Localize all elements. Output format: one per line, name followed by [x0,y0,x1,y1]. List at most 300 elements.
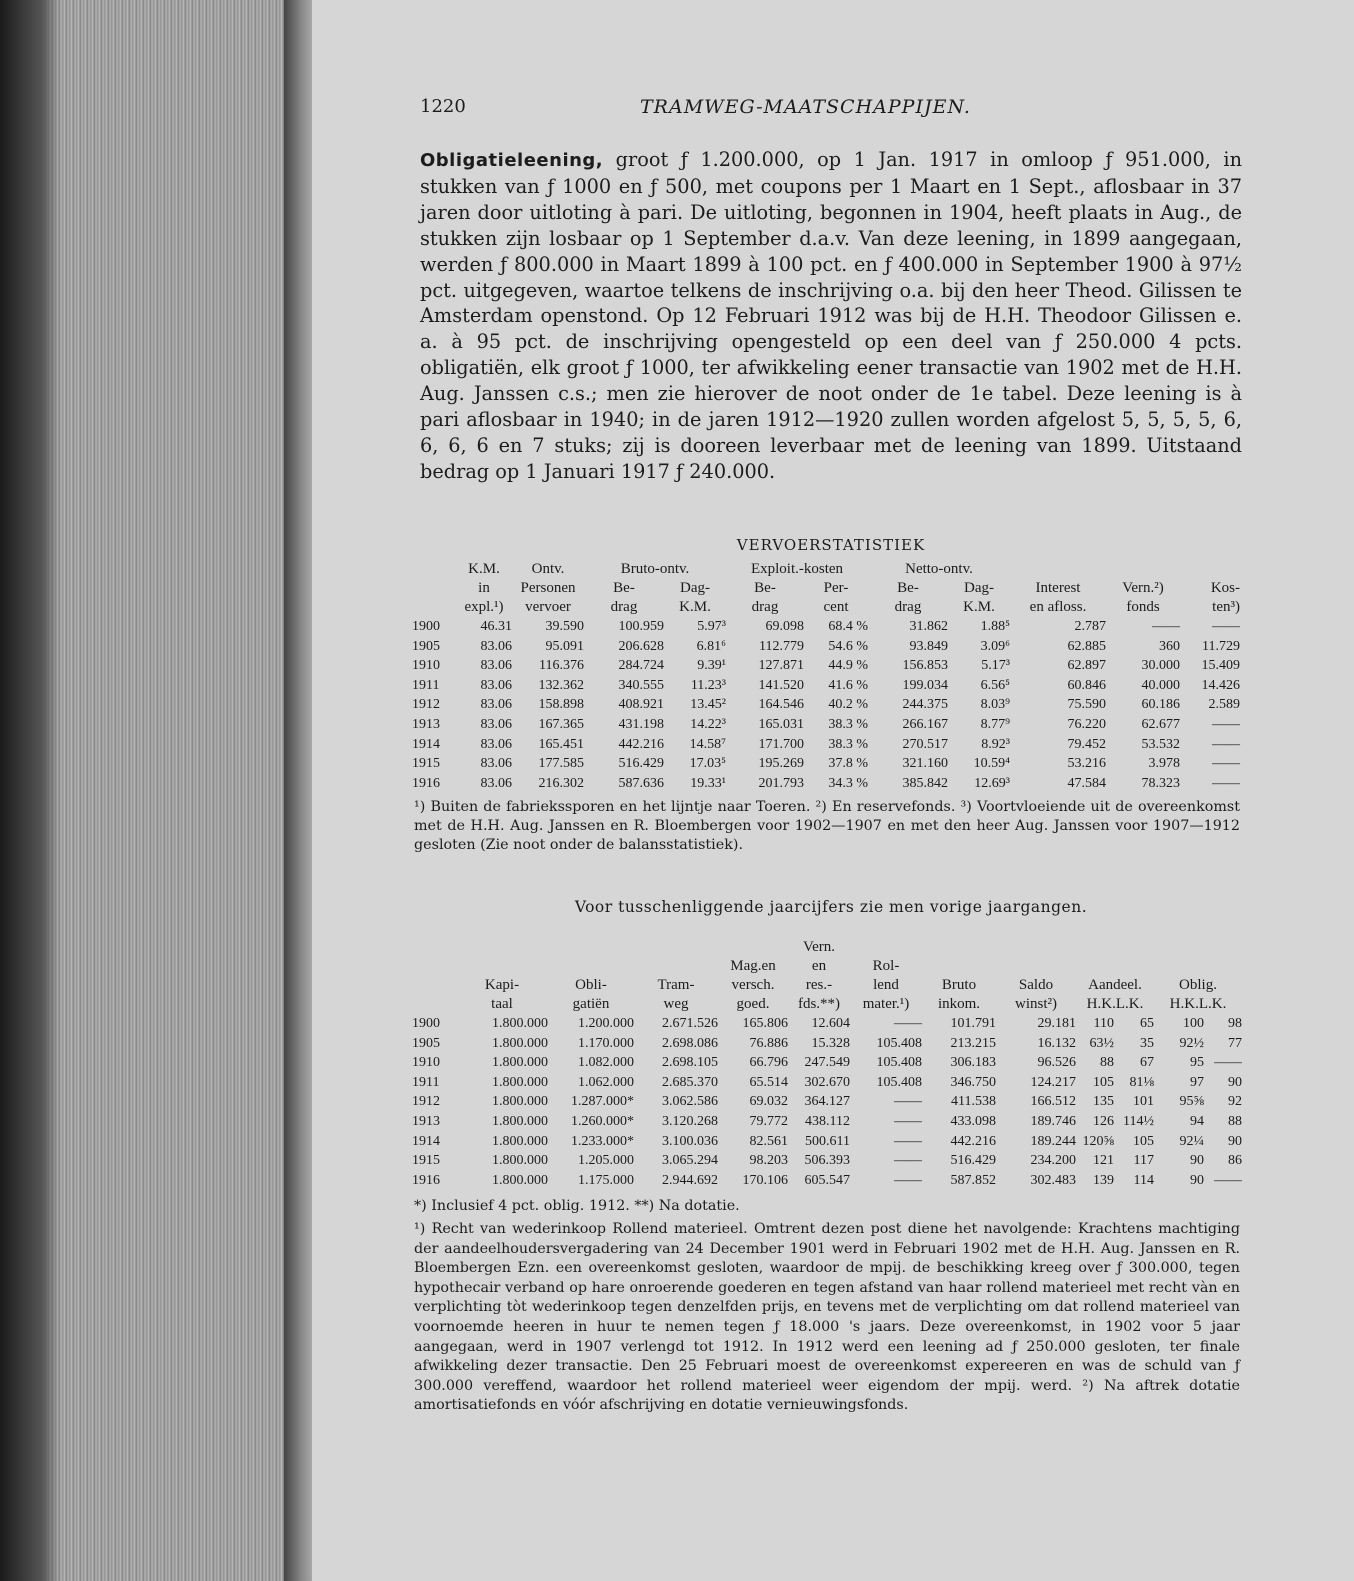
table-cell: 92¼ [1179,1133,1204,1149]
col-exploit: Exploit.-kosten [750,561,844,577]
table-cell: 88 [1100,1055,1114,1071]
table-cell: 35 [1140,1035,1154,1051]
table-cell: —— [894,1113,922,1129]
header-cell: versch. [731,977,775,993]
table-cell: 92 [1228,1094,1242,1110]
table-cell: 121 [1093,1153,1114,1169]
year-cell: 1910 [412,658,440,674]
table-cell: 124.217 [1030,1074,1076,1090]
table-cell: 34.3 % [828,775,868,791]
year-cell: 1913 [412,1113,440,1129]
table-cell: 90 [1228,1074,1242,1090]
balans-table [412,938,1242,1190]
table-row [412,1132,1242,1152]
header-cell: Saldo [1018,977,1054,993]
table-cell: 141.520 [758,677,804,693]
table-cell: 411.538 [951,1094,996,1110]
table-cell: 5.97³ [697,619,726,634]
year-cell: 1910 [412,1055,440,1071]
table-cell: 302.670 [804,1074,850,1090]
table-row [412,1092,1242,1112]
table-cell: 1.170.000 [578,1035,634,1051]
balans-rows [412,1014,1242,1190]
col-bruto: Bruto-ontv. [620,561,690,577]
header-cell: Vern.²) [1122,580,1164,596]
table-cell: 605.547 [804,1172,850,1188]
table-cell: 101 [1133,1094,1154,1110]
table-cell: 62.885 [1067,638,1106,654]
header-cell: winst²) [1015,996,1057,1012]
footnote-rollend [414,1220,1240,1416]
vervoer-table [412,560,1240,793]
table-cell: 116.376 [539,658,584,674]
header-cell: inkom. [937,996,981,1012]
table-cell: —— [1214,1172,1242,1188]
table-cell: 14.426 [1201,677,1240,693]
table-cell: 516.429 [618,756,664,772]
table-cell: 83.06 [480,658,512,674]
year-cell: 1912 [412,1094,440,1110]
table-cell: 171.700 [758,736,804,752]
table-cell: 60.186 [1141,697,1180,713]
table-cell: 100 [1183,1016,1204,1031]
table-cell: 78.323 [1141,775,1180,791]
table-cell: 83.06 [480,775,512,791]
header-cell: Be- [897,580,919,596]
table-cell: 433.098 [950,1113,996,1129]
header-cell: Rol- [872,958,900,974]
table-cell: 340.555 [618,677,664,693]
table-cell: 346.750 [950,1074,996,1090]
table-cell: 2.944.692 [662,1172,718,1188]
table-cell: 1.800.000 [492,1094,548,1110]
table-cell: 54.6 % [828,638,868,654]
table-cell: 83.06 [480,716,512,732]
header-cell: Kapi- [484,977,520,993]
table-cell: —— [1212,756,1240,772]
footnote-vervoer [414,798,1240,855]
table-cell: 77 [1228,1035,1242,1051]
header-cell: fds.**) [797,996,841,1012]
table-cell: 189.244 [1030,1133,1076,1149]
year-cell: 1905 [412,638,440,654]
table-cell: —— [1212,619,1240,634]
table-cell: 105 [1133,1133,1154,1149]
header-cell: goed. [736,996,770,1012]
table-cell: 82.561 [749,1133,788,1149]
table-cell: —— [1212,775,1240,791]
table-cell: 79.772 [749,1113,788,1129]
table-cell: 2.787 [1074,619,1106,634]
table-cell: 96.526 [1037,1055,1076,1071]
table-cell: —— [1214,1055,1242,1071]
page-number: 1220 [420,96,466,117]
table-cell: 302.483 [1030,1172,1076,1188]
table-row [412,754,1240,774]
table-cell: 63½ [1089,1035,1114,1051]
table-cell: 90 [1190,1172,1204,1188]
header-cell: Aandeel. [1088,977,1142,993]
table-cell: 93.849 [909,638,948,654]
table-cell: 165.806 [742,1016,788,1031]
table-cell: 114 [1133,1172,1154,1188]
table-cell: 44.9 % [828,658,868,674]
balans-header-row3 [412,976,1242,995]
table-cell: 10.59⁴ [973,756,1010,772]
table-cell: 165.031 [758,716,804,732]
table-cell: 189.746 [1030,1113,1076,1129]
table-cell: 1.200.000 [578,1016,634,1031]
table-cell: 40.2 % [828,697,868,713]
header-cell: Dag- [680,580,710,596]
table-cell: 97 [1190,1074,1204,1090]
header-cell: lend [873,977,899,993]
year-cell: 1915 [412,1153,440,1169]
table-cell: 167.365 [538,716,584,732]
vervoer-caption: VERVOERSTATISTIEK [736,536,926,554]
table-cell: 95.091 [545,638,584,654]
table-cell: 206.628 [618,638,664,654]
table-cell: 216.302 [538,775,584,791]
table-cell: 2.698.105 [662,1055,718,1071]
table-cell: 360 [1159,638,1180,654]
header-cell: Be- [754,580,776,596]
year-cell: 1914 [412,1133,440,1149]
footnote-balans [414,1197,1240,1216]
table-cell: 213.215 [950,1035,996,1051]
table-cell: 15.409 [1201,658,1240,674]
table-cell: 195.269 [758,756,804,772]
header-cell: en [811,958,827,974]
header-cell: Tram- [657,977,695,993]
header-cell: res.- [805,977,833,993]
col-netto: Netto-ontv. [905,561,973,577]
table-cell: 164.546 [758,697,804,713]
table-cell: 1.800.000 [492,1153,548,1169]
table-cell: 12.604 [811,1016,850,1031]
header-cell: drag [610,599,638,615]
table-cell: 6.56⁵ [980,677,1010,693]
table-cell: 88 [1228,1113,1242,1129]
table-cell: 19.33¹ [690,775,726,791]
table-cell: 114½ [1123,1113,1154,1129]
table-cell: 177.585 [538,756,584,772]
table-cell: 83.06 [480,677,512,693]
table-cell: 90 [1190,1153,1204,1169]
table-cell: 364.127 [804,1094,850,1110]
table-cell: 37.8 % [828,756,868,772]
table-cell: 41.6 % [828,677,868,693]
table-row [412,1014,1242,1034]
table-row [412,1151,1242,1171]
table-row [412,774,1240,794]
balans-header-row4 [412,995,1242,1014]
table-cell: 1.800.000 [492,1055,548,1071]
header-cell: en afloss. [1029,599,1087,615]
year-cell: 1905 [412,1035,440,1051]
table-cell: 139 [1093,1172,1114,1188]
table-cell: 65.514 [749,1074,788,1090]
table-cell: 408.921 [618,697,664,713]
table-cell: —— [1212,716,1240,732]
table-cell: 15.328 [811,1035,850,1051]
table-row [412,617,1240,637]
table-cell: 3.978 [1148,756,1180,772]
table-cell: 1.800.000 [492,1074,548,1090]
header-cell: Interest [1035,580,1081,596]
balans-header-row1 [412,938,1242,957]
table-cell: 76.886 [749,1035,788,1051]
header-cell: weg [663,996,689,1012]
table-cell: —— [894,1094,922,1110]
table-cell: 68.4 % [828,619,868,634]
header-cell: Oblig. [1179,977,1217,993]
table-cell: 17.03⁵ [689,756,726,772]
table-cell: 1.205.000 [578,1153,634,1169]
table-cell: 201.793 [758,775,804,791]
intro-paragraph [420,147,1242,485]
header-cell: Per- [823,580,849,596]
intro-lead: Obligatieleening, [420,150,604,171]
table-cell: 3.065.294 [662,1153,718,1169]
table-cell: 46.31 [480,619,512,634]
table-cell: —— [1212,736,1240,752]
header-cell: ten³) [1212,599,1240,615]
header-cell: drag [751,599,779,615]
table-cell: 6.81⁶ [696,638,726,654]
table-row [412,676,1240,696]
vervoer-header-row2 [412,579,1240,598]
table-cell: 62.677 [1141,716,1180,732]
table-row [412,1034,1242,1054]
table-row [412,715,1240,735]
table-cell: 75.590 [1067,697,1106,713]
table-cell: 158.898 [538,697,584,713]
table-cell: 5.17³ [981,658,1010,674]
header-cell: Dag- [964,580,994,596]
table-cell: —— [894,1133,922,1149]
table-cell: 306.183 [950,1055,996,1071]
footnote-vervoer-text: ¹) Buiten de fabriekssporen en het lijntje naar Toeren. ²) En reservefonds. ³) Voortvloeiende uit de overeenkomst met de H.H. Aug. Janssen en R. Bloembergen voor 1902—1907 en met den heer Aug. Janssen voor 1907—1912 gesloten (Zie noot onder de balansstatistiek). [414,799,1240,853]
table-cell: 14.58⁷ [689,736,726,752]
table-cell: 9.39¹ [697,658,726,674]
table-cell: 1.800.000 [492,1035,548,1051]
header-cell: drag [894,599,922,615]
table-cell: 438.112 [805,1113,850,1129]
table-cell: 66.796 [749,1055,788,1071]
page-title: TRAMWEG-MAATSCHAPPIJEN. [640,96,971,118]
table-cell: 53.532 [1141,736,1180,752]
year-cell: 1914 [412,736,440,752]
table-cell: 1.062.000 [578,1074,634,1090]
table-cell: 16.132 [1037,1035,1076,1051]
header-cell: Mag.en [730,958,776,974]
year-cell: 1900 [412,619,440,634]
table-cell: —— [1152,619,1180,634]
year-cell: 1911 [412,677,440,693]
table-cell: 127.871 [758,658,804,674]
table-cell: 65 [1140,1016,1154,1031]
table-cell: 105.408 [876,1074,922,1090]
balans-header-row2 [412,957,1242,976]
header-cell: Obli- [575,977,607,993]
vervoer-header-row3 [412,598,1240,617]
table-cell: 135 [1093,1094,1114,1110]
table-cell: 1.233.000* [571,1133,634,1149]
header-cell: Be- [613,580,635,596]
table-cell: 38.3 % [828,736,868,752]
table-row [412,1171,1242,1191]
table-cell: 12.69³ [974,775,1010,791]
table-cell: 516.429 [950,1153,996,1169]
table-cell: 98.203 [749,1153,788,1169]
table-cell: 8.03⁹ [980,697,1010,713]
table-cell: 60.846 [1067,677,1106,693]
header-cell: H.K.L.K. [1169,996,1227,1012]
table-row [412,656,1240,676]
table-cell: 31.862 [909,619,948,634]
table-cell: 105.408 [876,1055,922,1071]
table-cell: 95 [1190,1055,1204,1071]
table-cell: 165.451 [538,736,584,752]
table-cell: 14.22³ [690,716,726,732]
table-cell: 587.852 [950,1172,996,1188]
intro-text: groot ƒ 1.200.000, op 1 Jan. 1917 in omloop ƒ 951.000, in stukken van ƒ 1000 en ƒ 500, met coupons per 1 Maart en 1 Sept., aflosbaar in 37 jaren door uitloting à pari. De uitloting, begonnen in 1904, heeft plaats in Aug., de stukken zijn losbaar op 1 September d.a.v. Van deze leening, in 1899 aangegaan, werden ƒ 800.000 in Maart 1899 à 100 pct. en ƒ 400.000 in September 1900 à 97½ pct. uitgegeven, waartoe telkens de inschrijving o.a. bij den heer Theod. Gilissen te Amsterdam openstond. Op 12 Februari 1912 was bij de H.H. Theodoor Gilissen e. a. à 95 pct. de inschrijving opengesteld op een deel van ƒ 250.000 4 pcts. obligatiën, elk groot ƒ 1000, ter afwikkeling eener transactie van 1902 met de H.H. Aug. Janssen c.s.; men zie hierover de noot onder de 1e tabel. Deze leening is à pari aflosbaar in 1940; in de jaren 1912—1920 zullen worden afgelost 5, 5, 5, 5, 6, 6, 6, 6 en 7 stuks; zij is dooreen leverbaar met de leening van 1899. Uitstaand bedrag op 1 Januari 1917 ƒ 240.000. [420,148,1242,483]
table-cell: 81⅛ [1129,1074,1154,1090]
header-cell: Vern. [802,939,836,955]
header-cell: K.M. [679,599,711,615]
table-cell: —— [894,1153,922,1169]
table-cell: 166.512 [1030,1094,1076,1110]
table-cell: 132.362 [538,677,584,693]
table-cell: 29.181 [1037,1016,1076,1031]
header-cell: in [478,580,490,596]
table-cell: 385.842 [902,775,948,791]
table-cell: 120⅝ [1082,1133,1114,1149]
table-cell: 3.120.268 [662,1113,718,1129]
col-ontv: Ontv. [531,561,565,577]
table-cell: 95⅝ [1179,1094,1204,1110]
table-cell: 53.216 [1067,756,1106,772]
table-cell: 270.517 [902,736,948,752]
table-cell: 3.100.036 [662,1133,718,1149]
table-cell: 39.590 [545,619,584,634]
header-cell: Kos- [1210,580,1240,596]
table-cell: 2.671.526 [662,1016,718,1031]
table-cell: 11.729 [1202,638,1240,654]
table-row [412,735,1240,755]
table-cell: 101.791 [950,1016,996,1031]
vervoer-group-header [412,560,1240,579]
table-cell: 110 [1093,1016,1114,1031]
table-cell: 266.167 [902,716,948,732]
table-cell: 117 [1133,1153,1154,1169]
table-cell: 2.685.370 [662,1074,718,1090]
header-cell: H.K.L.K. [1086,996,1144,1012]
table-cell: 170.106 [742,1172,788,1188]
year-cell: 1911 [412,1074,440,1090]
vervoer-rows [412,617,1240,793]
table-cell: 1.082.000 [578,1055,634,1071]
table-cell: 62.897 [1067,658,1106,674]
table-cell: 69.098 [765,619,804,634]
table-cell: 247.549 [804,1055,850,1071]
col-km: K.M. [468,561,500,577]
table-cell: 3.09⁶ [980,638,1010,654]
table-row [412,637,1240,657]
table-cell: 79.452 [1067,736,1106,752]
table-cell: 86 [1228,1153,1242,1169]
table-cell: 431.198 [618,716,664,732]
header-cell: Bruto [941,977,977,993]
table-cell: 83.06 [480,697,512,713]
table-cell: 67 [1140,1055,1154,1071]
table-row [412,1112,1242,1132]
intermediate-years-note: Voor tusschenliggende jaarcijfers zie men vorige jaargangen. [574,898,1088,916]
table-cell: 1.800.000 [492,1133,548,1149]
year-cell: 1916 [412,1172,440,1188]
table-cell: 11.23³ [690,677,726,693]
table-cell: 500.611 [805,1133,850,1149]
table-cell: 112.779 [759,638,804,654]
year-cell: 1916 [412,775,440,791]
year-cell: 1915 [412,756,440,772]
table-cell: —— [894,1172,922,1188]
table-cell: 321.160 [902,756,948,772]
year-cell: 1900 [412,1016,440,1031]
header-cell: Personen [520,580,576,596]
table-cell: 1.260.000* [571,1113,634,1129]
table-row [412,1073,1242,1093]
table-cell: 2.698.086 [662,1035,718,1051]
table-cell: 1.800.000 [492,1172,548,1188]
header-cell: vervoer [525,599,571,615]
table-cell: 94 [1190,1113,1204,1129]
year-cell: 1913 [412,716,440,732]
table-cell: 199.034 [902,677,948,693]
table-row [412,1053,1242,1073]
table-cell: 40.000 [1141,677,1180,693]
header-cell: fonds [1126,599,1160,615]
table-cell: 83.06 [480,638,512,654]
footnote-rollend-text: ¹) Recht van wederinkoop Rollend materieel. Omtrent dezen post diene het navolgende: Krachtens machtiging der aandeelhoudersvergadering van 24 December 1901 werd in Februari 1902 met de H.H. Aug. Janssen en R. Bloembergen Ezn. een overeenkomst gesloten, waardoor de mpij. de beschikking kreeg over ƒ 300.000, tegen hypothecair verband op hare onroerende goederen en tegen afstand van haar rollend materieel met recht vàn en verplichting tòt wederinkoop tegen denzelfden prijs, en tevens met de verplichting om dat rollend materieel van voornoemde heeren in huur te nemen tegen ƒ 18.000 's jaars. Deze overeenkomst, in 1902 voor 5 jaar aangegaan, werd in 1907 verlengd tot 1912. In 1912 werd een leening ad ƒ 250.000 gesloten, ter finale afwikkeling dezer transactie. Den 25 Februari moest de overeenkomst expereeren en was de schuld van ƒ 300.000 vereffend, waardoor het rollend materieel weer eigendom der mpij. werd. ²) Na aftrek dotatie amortisatiefonds en vóór afschrijving en dotatie vernieuwingsfonds. [414,1221,1240,1414]
table-cell: 105 [1093,1074,1114,1090]
table-cell: —— [894,1016,922,1031]
table-cell: 234.200 [1030,1153,1076,1169]
table-cell: 1.175.000 [578,1172,634,1188]
table-cell: 98 [1228,1016,1242,1031]
table-cell: 13.45² [690,697,726,713]
table-cell: 3.062.586 [662,1094,718,1110]
header-cell: mater.¹) [862,996,910,1012]
table-cell: 76.220 [1067,716,1106,732]
table-cell: 38.3 % [828,716,868,732]
footnote-balans-text: *) Inclusief 4 pct. oblig. 1912. **) Na dotatie. [414,1198,740,1214]
table-cell: 47.584 [1067,775,1106,791]
table-cell: 8.92³ [981,736,1010,752]
table-cell: 1.800.000 [492,1113,548,1129]
table-cell: 8.77⁹ [980,716,1010,732]
header-cell: taal [491,996,513,1012]
table-cell: 100.959 [618,619,664,634]
table-cell: 69.032 [749,1094,788,1110]
table-row [412,695,1240,715]
table-cell: 83.06 [480,756,512,772]
table-cell: 92½ [1179,1035,1204,1051]
year-cell: 1912 [412,697,440,713]
table-cell: 442.216 [950,1133,996,1149]
table-cell: 284.724 [618,658,664,674]
